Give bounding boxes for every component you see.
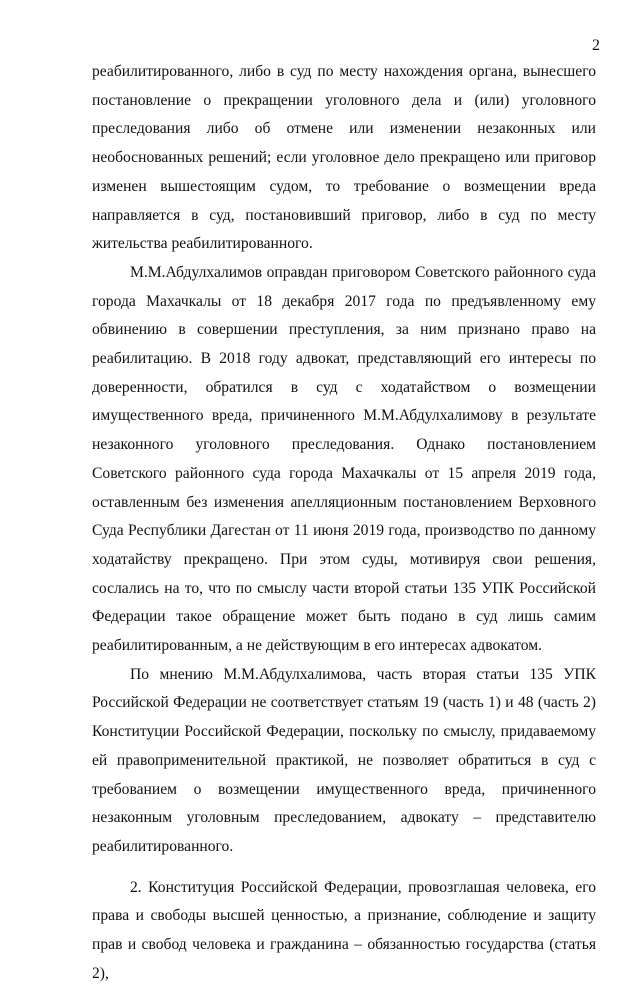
page-number: 2 [592,37,600,54]
document-body [92,58,596,989]
paragraph-spacer [92,862,596,874]
paragraph-constitution: 2. Конституция Российской Федерации, провозглашая человека, его права и свободы высшей ценностью, а признание, соблюдение и защиту прав и свобод человека и гражданина – обязанностью государства (статья 2), [92,878,596,982]
paragraph-continuation: реабилитированного, либо в суд по месту нахождения органа, вынесшего постановление о прекращении уголовного дела и (или) уголовного преследования либо об отмене или изменении незаконных или необоснованных решений; если уголовное дело прекращено или приговор изменен вышестоящим судом, то требование о возмещении вреда направляется в суд, постановивший приговор, либо в суд по месту жительства реабилитированного. [92,63,596,253]
paragraph-applicant-position: По мнению М.М.Абдулхалимова, часть вторая статьи 135 УПК Российской Федерации не соответствует статьям 19 (часть 1) и 48 (часть 2) Конституции Российской Федерации, поскольку по смыслу, придаваемому ей правоприменительной практикой, не позволяет обратиться в суд с требованием о возмещении имущественного вреда, причиненного незаконным уголовным преследованием, адвокату – представителю реабилитированного. [92,665,596,855]
paragraph-case-summary: М.М.Абдулхалимов оправдан приговором Советского районного суда города Махачкалы от 18 декабря 2017 года по предъявленному ему обвинению в совершении преступления, за ним признано право на реабилитацию. В 2018 году адвокат, представляющий его интересы по доверенности, обратился в суд с ходатайством о возмещении имущественного вреда, причиненного М.М.Абдулхалимову в результате незаконного уголовного преследования. Однако постановлением Советского районного суда города Махачкалы от 15 апреля 2019 года, оставленным без изменения апелляционным постановлением Верховного Суда Республики Дагестан от 11 июня 2019 года, производство по данному ходатайству прекращено. При этом суды, мотивируя свои решения, сослались на то, что по смыслу части второй статьи 135 УПК Российской Федерации такое обращение может быть подано в суд лишь самим реабилитированным, а не действующим в его интересах адвокатом. [92,263,596,655]
